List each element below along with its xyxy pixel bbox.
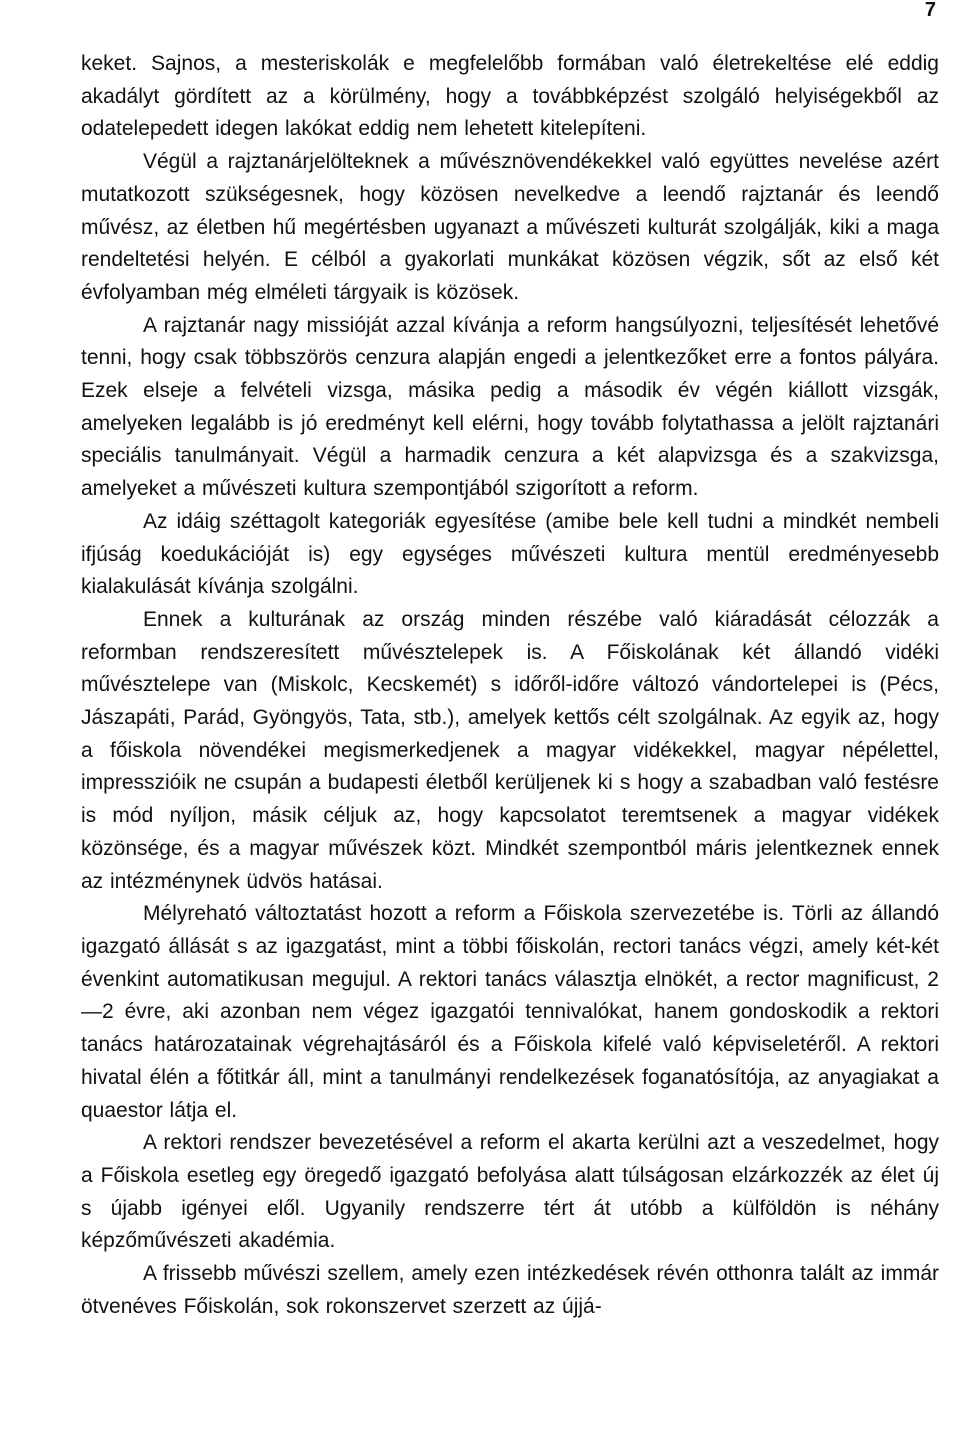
paragraph-8: A frissebb művészi szellem, amely ezen intézkedések révén otthonra talált az immár ötvenéves Főiskolán, sok rokonszervet szerzett az újjá-: [81, 1262, 939, 1318]
paragraph-5: Ennek a kulturának az ország minden részébe való kiáradását célozzák a reformban rendszeresített művésztelepek is. A Főiskolának két állandó vidéki művésztelepe van (Miskolc, Kecskemét) s időről-időre változó vándortelepei is (Pécs, Jászapáti, Parád, Gyöngyös, Tata, stb.), amelyek kettős célt szolgálnak. Az egyik az, hogy a főiskola növendékei megismerkedjenek a magyar vidékekkel, magyar népélettel, impresszióik ne csupán a budapesti életből kerüljenek ki s hogy a szabadban való festésre is mód nyíljon, másik céljuk az, hogy kapcsolatot teremtsenek a magyar vidékek közönsége, és a magyar művészek közt. Mindkét szempontból máris jelentkeznek ennek az intézménynek üdvös hatásai.: [81, 607, 939, 893]
page-body: [81, 48, 939, 1323]
paragraph-3: A rajztanár nagy missióját azzal kívánja a reform hangsúlyozni, teljesítését lehetővé tenni, hogy csak többszörös cenzura alapján engedi a jelentkezőket erre a fontos pályára. Ezek elseje a felvételi vizsga, másika pedig a második év végén kiállott vizsgák, amelyeken legalább is jó eredményt kell elérni, hogy tovább folytathassa a jelölt rajztanári speciális tanulmányait. Végül a harmadik cenzura a két alapvizsga és a szakvizsga, amelyeket a művészeti kultura szempontjából szigorított a reform.: [81, 313, 939, 501]
paragraph-6: Mélyreható változtatást hozott a reform a Főiskola szervezetébe is. Törli az állandó igazgató állását s az igazgatást, mint a többi főiskolán, rectori tanács végzi, amely két-két évenkint automatikusan megujul. A rektori tanács választja elnökét, a rector magnificust, 2—2 évre, aki azonban nem végez igazgatói tennivalókat, hanem gondoskodik a rektori tanács határozatainak végrehajtásáról és a Főiskola kifelé való képviseletéről. A rektori hivatal élén a főtitkár áll, mint a tanulmányi rendelkezések foganatósítója, az anyagiakat a quaestor látja el.: [81, 902, 939, 1122]
paragraph-1: keket. Sajnos, a mesteriskolák e megfelelőbb formában való életrekeltése elé eddig akadályt gördített az a körülmény, hogy a továbbképzést szolgáló helyiségekből az odatelepedett idegen lakókat eddig nem lehetett kitelepíteni.: [81, 52, 939, 141]
paragraph-2: Végül a rajztanárjelölteknek a művésznövendékekkel való együttes nevelése azért mutatkozott szükségesnek, hogy közösen nevelkedve a leendő rajztanár és leendő művész, az életben hű megértésben ugyanazt a művészeti kulturát szolgálják, kiki a maga rendeltetési helyén. E célból a gyakorlati munkákat közösen végzik, sőt az első két évfolyamban még elméleti tárgyaik is közösek.: [81, 150, 939, 304]
page-number: 7: [924, 0, 936, 21]
paragraph-4: Az idáig széttagolt kategoriák egyesítése (amibe bele kell tudni a mindkét nembeli ifjúság koedukációját is) egy egységes művészeti kultura mentül eredményesebb kialakulását kívánja szolgálni.: [81, 509, 939, 599]
paragraph-7: A rektori rendszer bevezetésével a reform el akarta kerülni azt a veszedelmet, hogy a Főiskola esetleg egy öregedő igazgató befolyása alatt túlságosan elzárkozzék az élet új s újabb igényei elől. Ugyanily rendszerre tért át utóbb a külföldön is néhány képzőművészeti akadémia.: [81, 1131, 939, 1253]
